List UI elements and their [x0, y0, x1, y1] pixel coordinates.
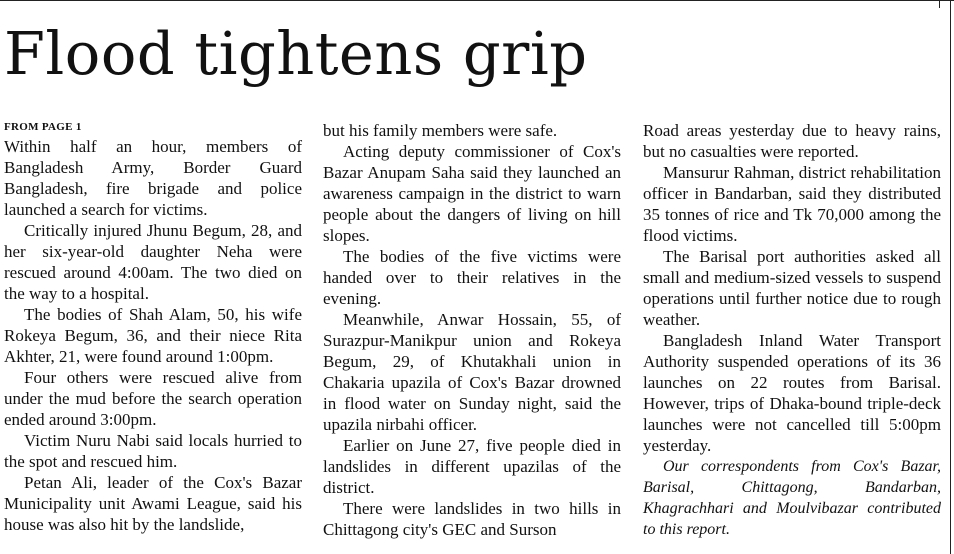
paragraph: Victim Nuru Nabi said locals hurried to the spot and rescued him.	[4, 431, 302, 471]
paragraph: Critically injured Jhunu Begum, 28, and her six-year-old daughter Neha were rescued around 4:00am. The two died on the way to a hospital.	[4, 221, 302, 303]
paragraph: Earlier on June 27, five people died in landslides in different upazilas of the district.	[323, 436, 621, 497]
paragraph: Within half an hour, members of Bangladesh Army, Border Guard Bangladesh, fire brigade and police launched a search for victims.	[4, 137, 302, 219]
article-column-3	[643, 120, 941, 540]
article-column-1	[4, 120, 302, 535]
headline: Flood tightens grip	[4, 19, 588, 88]
paragraph: Acting deputy commissioner of Cox's Bazar Anupam Saha said they launched an awareness campaign in the district to warn people about the dangers of living on hill slopes.	[323, 142, 621, 245]
continued-from-label: FROM PAGE 1	[4, 121, 82, 133]
paragraph: The Barisal port authorities asked all small and medium-sized vessels to suspend operations until further notice due to rough weather.	[643, 247, 941, 329]
paragraph: but his family members were safe.	[323, 121, 558, 140]
paragraph: The bodies of Shah Alam, 50, his wife Rokeya Begum, 36, and their niece Rita Akhter, 21, were found around 1:00pm.	[4, 305, 302, 366]
paragraph: Petan Ali, leader of the Cox's Bazar Municipality unit Awami League, said his house was also hit by the landslide,	[4, 473, 302, 534]
correspondent-credit: Our correspondents from Cox's Bazar, Barisal, Chittagong, Bandarban, Khagrachhari and Moulvibazar contributed to this report.	[643, 458, 941, 538]
paragraph: Mansurur Rahman, district rehabilitation officer in Bandarban, said they distributed 35 tonnes of rice and Tk 70,000 among the flood victims.	[643, 163, 941, 245]
paragraph: Road areas yesterday due to heavy rains, but no casualties were reported.	[643, 121, 941, 161]
corner-crop-mark	[939, 0, 940, 8]
right-column-rule	[950, 0, 951, 554]
article-column-2	[323, 120, 621, 540]
paragraph: Meanwhile, Anwar Hossain, 55, of Surazpur-Manikpur union and Rokeya Begum, 29, of Khutakhali union in Chakaria upazila of Cox's Bazar drowned in flood water on Sunday night, said the upazila nirbahi officer.	[323, 310, 621, 434]
paragraph: There were landslides in two hills in Chittagong city's GEC and Surson	[323, 499, 621, 539]
paragraph: Bangladesh Inland Water Transport Authority suspended operations of its 36 launches on 22 routes from Barisal. However, trips of Dhaka-bound triple-deck launches were not cancelled till 5:00pm yesterday.	[643, 331, 941, 455]
paragraph: The bodies of the five victims were handed over to their relatives in the evening.	[323, 247, 621, 308]
top-rule	[0, 0, 954, 1]
paragraph: Four others were rescued alive from under the mud before the search operation ended around 3:00pm.	[4, 368, 302, 429]
